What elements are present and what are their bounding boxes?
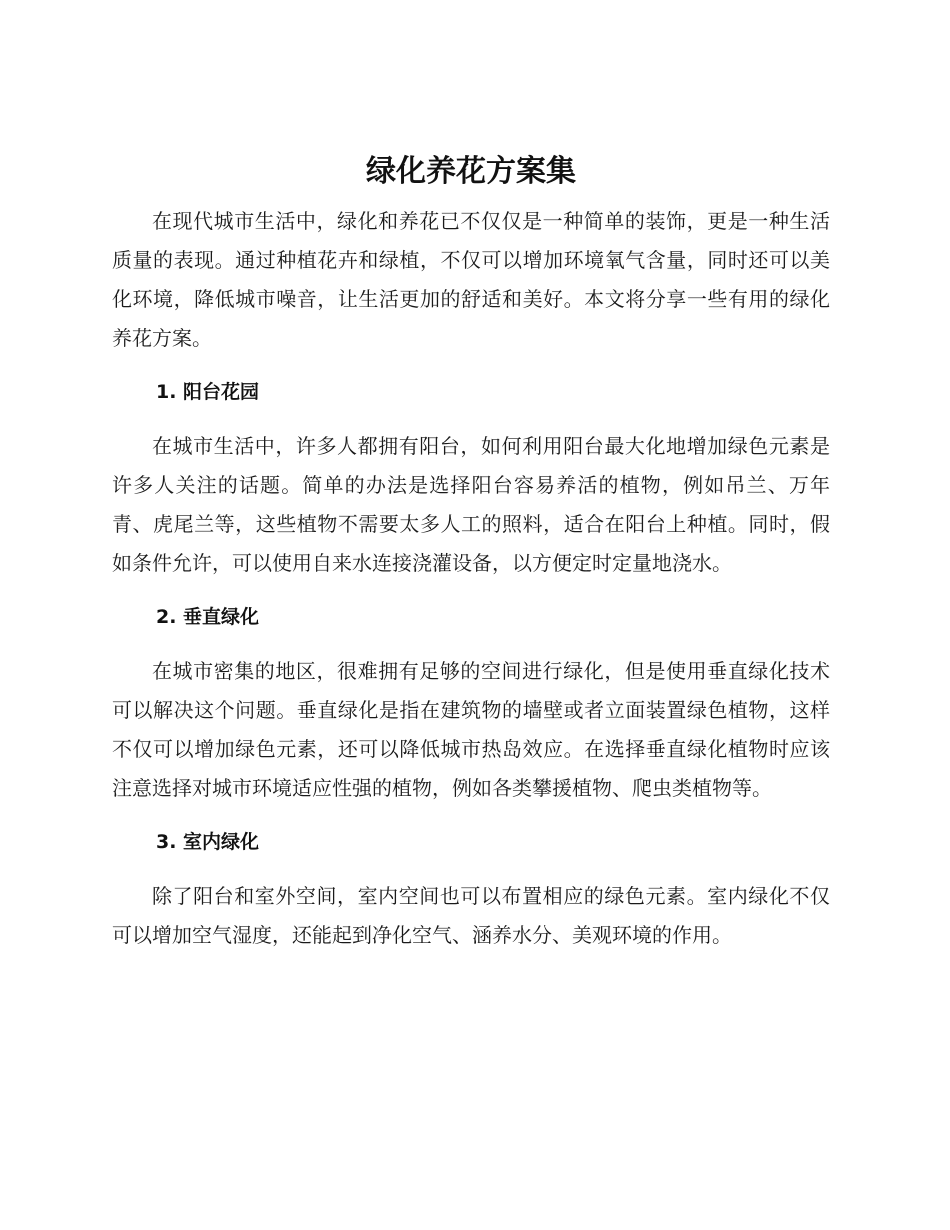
section-body-vertical-greening: 在城市密集的地区，很难拥有足够的空间进行绿化，但是使用垂直绿化技术可以解决这个问题。垂直绿化是指在建筑物的墙壁或者立面装置绿色植物，这样不仅可以增加绿色元素，还可以降低城市热岛效应。在选择垂直绿化植物时应该注意选择对城市环境适应性强的植物，例如各类攀援植物、爬虫类植物等。 [112,659,830,800]
section-heading-indoor-greening: 3. 室内绿化 [156,831,260,853]
section-body-balcony-garden: 在城市生活中，许多人都拥有阳台，如何利用阳台最大化地增加绿色元素是许多人关注的话题。简单的办法是选择阳台容易养活的植物，例如吊兰、万年青、虎尾兰等，这些植物不需要太多人工的照料，适合在阳台上种植。同时，假如条件允许，可以使用自来水连接浇灌设备，以方便定时定量地浇水。 [112,434,830,575]
section-body-indoor-greening: 除了阳台和室外空间，室内空间也可以布置相应的绿色元素。室内绿化不仅可以增加空气湿度，还能起到净化空气、涵养水分、美观环境的作用。 [112,884,830,947]
document-title: 绿化养花方案集 [366,154,576,189]
section-heading-vertical-greening: 2. 垂直绿化 [156,606,260,628]
section-heading-balcony-garden: 1. 阳台花园 [156,381,260,403]
intro-paragraph: 在现代城市生活中，绿化和养花已不仅仅是一种简单的装饰，更是一种生活质量的表现。通过种植花卉和绿植，不仅可以增加环境氧气含量，同时还可以美化环境，降低城市噪音，让生活更加的舒适和美好。本文将分享一些有用的绿化养花方案。 [112,209,830,350]
document-body [112,148,830,971]
